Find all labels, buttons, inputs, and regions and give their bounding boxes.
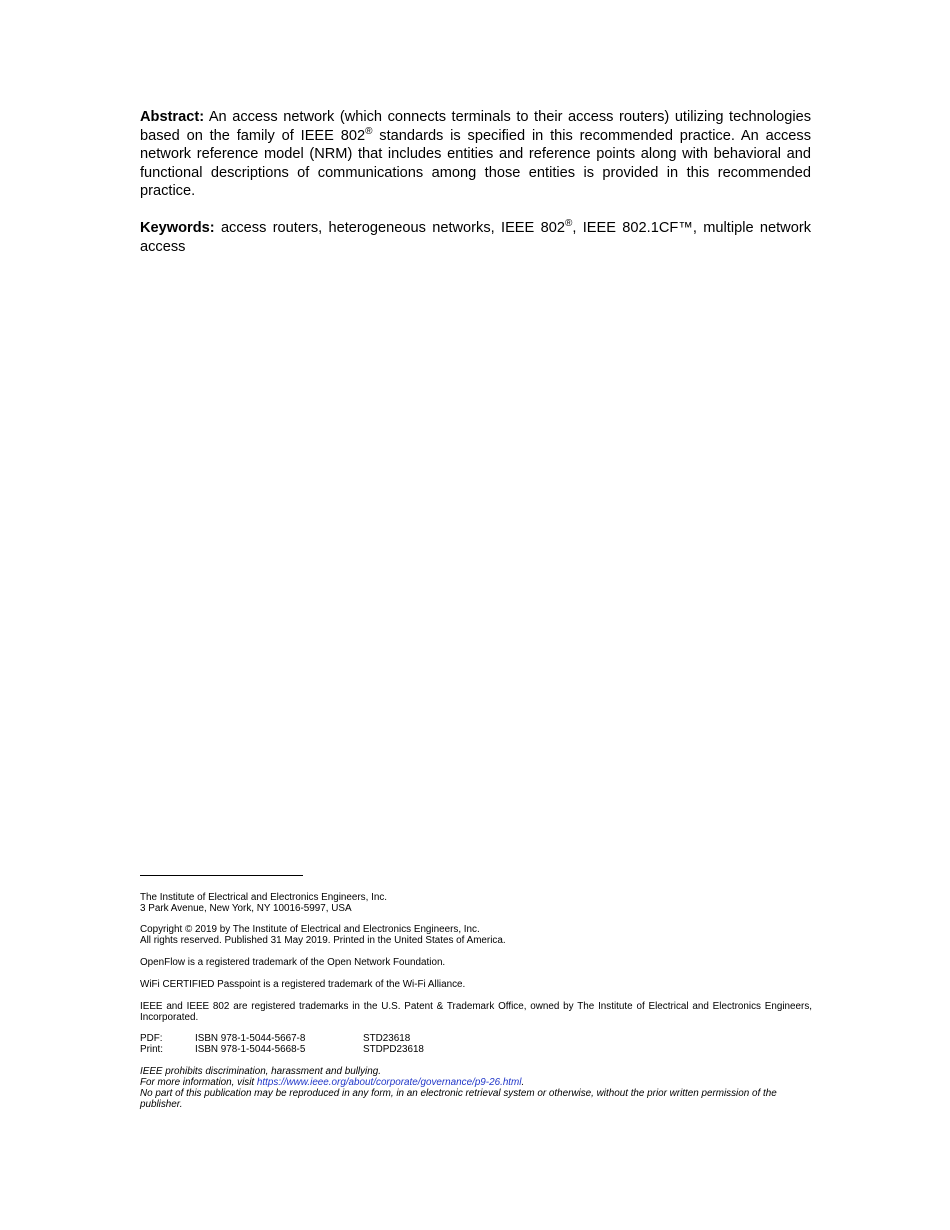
- isbn-table: [140, 1033, 424, 1055]
- wifi-trademark: WiFi CERTIFIED Passpoint is a registered trademark of the Wi-Fi Alliance.: [140, 979, 466, 990]
- reproduction-line: No part of this publication may be reproduced in any form, in an electronic retrieval system or otherwise, without the prior written permission of the publisher.: [140, 1088, 777, 1110]
- policy-line: IEEE prohibits discrimination, harassment and bullying.: [140, 1066, 381, 1077]
- openflow-trademark: OpenFlow is a registered trademark of the Open Network Foundation.: [140, 957, 446, 968]
- keywords-label: Keywords:: [140, 220, 215, 236]
- isbn-number: ISBN 978-1-5044-5668-5: [195, 1044, 306, 1055]
- isbn-format: Print:: [140, 1044, 164, 1055]
- publisher-block: [140, 892, 812, 914]
- abstract-text-continued: standards is specified in this recommended practice. An access network reference model (NRM) that includes entities and reference points along with behavioral and functional descriptions of communications among those entities is provided in this recommended practice.: [140, 127, 811, 200]
- copyright-line: Copyright © 2019 by The Institute of Electrical and Electronics Engineers, Inc.: [140, 924, 480, 935]
- registered-mark: ®: [365, 125, 373, 137]
- ieee-trademark: IEEE and IEEE 802 are registered trademarks in the U.S. Patent & Trademark Office, owned by The Institute of Electrical and Electronics Engineers, Incorporated.: [140, 1001, 812, 1023]
- abstract-text: An access network (which connects terminals to their access routers) utilizing technologies based on the family of IEEE 802: [140, 109, 811, 144]
- footnote-divider: [140, 875, 303, 876]
- legal-notice: [140, 1066, 812, 1110]
- rights-line: All rights reserved. Published 31 May 2019. Printed in the United States of America.: [140, 935, 506, 946]
- more-info-suffix: .: [521, 1077, 525, 1088]
- more-info-line: [140, 1077, 812, 1088]
- isbn-code: STD23618: [363, 1033, 411, 1044]
- isbn-format: PDF:: [140, 1033, 163, 1044]
- more-info-prefix: For more information, visit: [140, 1077, 257, 1088]
- keywords-text-continued: , IEEE 802.1CF™, multiple network access: [140, 220, 811, 255]
- abstract-paragraph: [140, 108, 811, 201]
- governance-link[interactable]: https://www.ieee.org/about/corporate/governance/p9-26.html: [256, 1077, 522, 1088]
- isbn-row-pdf: [140, 1033, 424, 1044]
- keywords-paragraph: [140, 219, 811, 256]
- keywords-text: access routers, heterogeneous networks, IEEE 802: [214, 220, 565, 236]
- isbn-row-print: [140, 1044, 424, 1055]
- copyright-block: [140, 924, 812, 946]
- abstract-label: Abstract:: [140, 109, 205, 125]
- isbn-number: ISBN 978-1-5044-5667-8: [195, 1033, 306, 1044]
- publisher-address: 3 Park Avenue, New York, NY 10016-5997, USA: [140, 903, 352, 914]
- isbn-code: STDPD23618: [363, 1044, 424, 1055]
- publisher-name: The Institute of Electrical and Electronics Engineers, Inc.: [140, 892, 387, 903]
- registered-mark: ®: [564, 218, 573, 229]
